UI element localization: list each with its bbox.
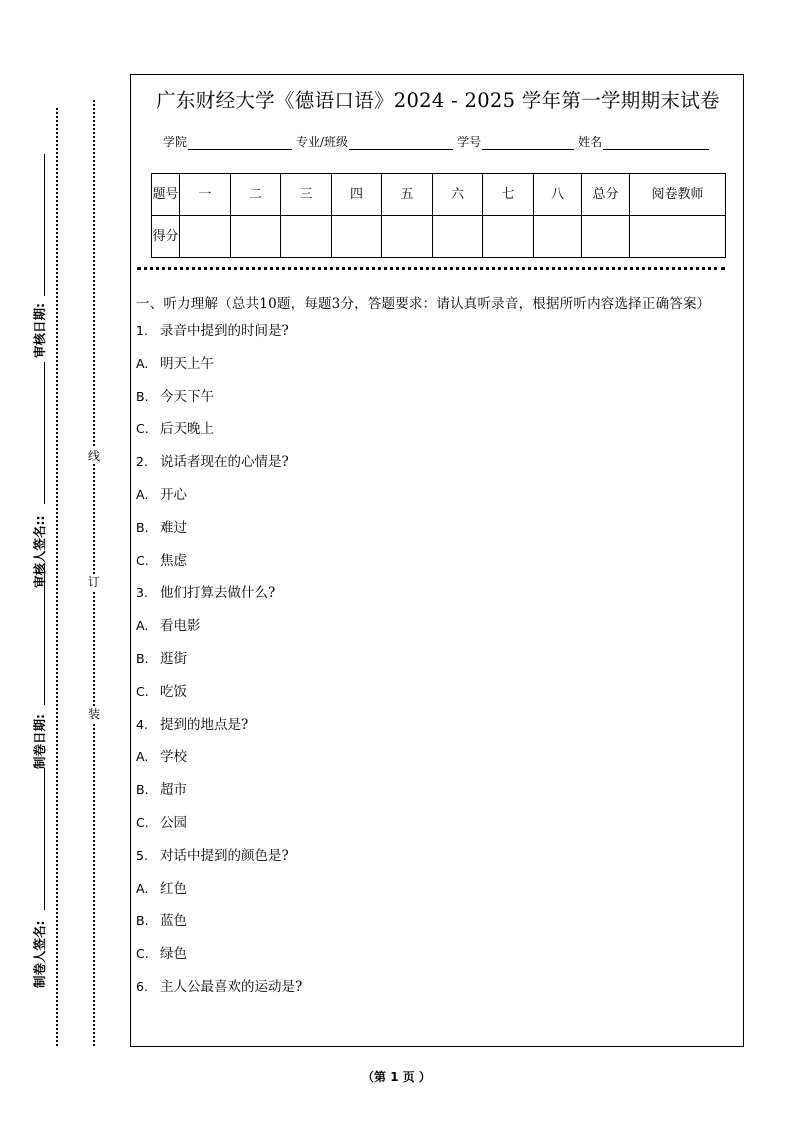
answer-option[interactable] [136,909,736,942]
exam-title: 广东财经大学《德语口语》2024 - 2025 学年第一学期期末试卷 [156,89,720,112]
major-class-label: 专业/班级 [296,135,349,149]
option-text: 绿色 [160,946,187,963]
review-date-line [44,154,45,296]
score-cell[interactable] [433,216,483,258]
table-header-cell: 五 [382,174,433,216]
question-number: 1. [136,323,148,338]
bind-char-line: 线 [88,449,101,463]
table-header-cell: 一 [180,174,231,216]
score-cell[interactable] [332,216,382,258]
answer-option[interactable] [136,614,736,647]
table-header-cell: 七 [483,174,534,216]
option-text: 红色 [160,880,187,897]
option-letter: C. [136,683,149,699]
score-row-header: 得分 [152,216,180,258]
college-label: 学院 [163,135,188,149]
option-text: 看电影 [160,618,201,635]
question-text: 对话中提到的颜色是? [160,847,289,864]
option-text: 逛街 [160,650,187,667]
option-letter: C. [136,814,149,830]
table-header-cell: 八 [534,174,582,216]
section-heading: 一、听力理解（总共10题，每题3分，答题要求：请认真听录音，根据所听内容选择正确答案） [136,296,711,312]
question-item [136,844,736,877]
option-text: 吃饭 [160,683,187,700]
option-letter: A. [136,749,149,765]
score-cell[interactable] [534,216,582,258]
question-text: 他们打算去做什么? [160,585,276,602]
question-number: 4. [136,716,148,732]
option-letter: A. [136,618,149,634]
option-text: 难过 [160,519,187,536]
answer-option[interactable] [136,385,736,418]
score-cell[interactable] [483,216,534,258]
option-text: 超市 [160,782,187,799]
question-number: 2. [136,454,148,470]
bind-char-bind: 装 [88,707,101,721]
question-item [136,581,736,614]
option-letter: B. [136,650,149,666]
question-text: 录音中提到的时间是? [160,323,289,339]
question-number-header: 题号 [152,174,180,216]
answer-option[interactable] [136,680,736,713]
option-text: 学校 [160,749,187,766]
answer-option[interactable] [136,549,736,582]
review-date-label: 审核日期: [32,303,47,358]
score-cell[interactable] [180,216,231,258]
option-text: 今天下午 [160,388,214,405]
table-header-cell: 三 [281,174,332,216]
question-text: 主人公最喜欢的运动是? [160,978,303,995]
name-field[interactable] [603,137,709,150]
option-letter: A. [136,880,149,896]
option-letter: C. [136,421,149,437]
answer-option[interactable] [136,811,736,844]
score-table [151,173,726,258]
question-area [136,293,736,1008]
reviewer-signature-line [44,362,45,504]
answer-option[interactable] [136,647,736,680]
table-header-cell: 六 [433,174,483,216]
option-text: 蓝色 [160,913,187,930]
option-text: 焦虑 [160,552,187,569]
student-id-field[interactable] [482,137,574,150]
total-score-header: 总分 [582,174,630,216]
compiler-signature-line [44,768,45,910]
question-number: 5. [136,847,148,863]
option-text: 开心 [160,486,187,503]
answer-option[interactable] [136,745,736,778]
student-id-label: 学号 [457,135,482,149]
answer-option[interactable] [136,778,736,811]
option-letter: B. [136,388,149,404]
question-number: 6. [136,978,148,994]
score-cell[interactable] [231,216,281,258]
page-number: （第 1 页 ） [362,1070,431,1084]
option-letter: B. [136,519,149,535]
major-class-field[interactable] [349,137,453,150]
question-item [136,450,736,483]
option-letter: B. [136,782,149,798]
question-text: 提到的地点是? [160,716,249,733]
option-text: 明天上午 [160,355,214,372]
bind-char-order: 订 [88,575,101,589]
question-item [136,319,736,352]
compile-date-label: 制卷日期: [32,714,47,769]
score-cell[interactable] [382,216,433,258]
option-letter: A. [136,355,149,371]
exam-frame [130,74,744,1047]
answer-option[interactable] [136,942,736,975]
table-header-cell: 二 [231,174,281,216]
option-letter: A. [136,486,149,502]
answer-option[interactable] [136,417,736,450]
answer-option[interactable] [136,352,736,385]
binding-dotted-line-inner [93,100,95,1046]
answer-option[interactable] [136,877,736,910]
option-letter: C. [136,946,149,962]
answer-option[interactable] [136,516,736,549]
name-label: 姓名 [578,135,603,149]
score-cell[interactable] [281,216,332,258]
option-letter: B. [136,913,149,929]
question-text: 说话者现在的心情是? [160,454,289,471]
section-separator [137,267,725,270]
table-header-cell: 四 [332,174,382,216]
question-item [136,975,736,1008]
question-number: 3. [136,585,148,601]
answer-option[interactable] [136,483,736,516]
college-field[interactable] [188,137,292,150]
student-info-row [163,133,713,150]
option-text: 后天晚上 [160,421,214,438]
option-text: 公园 [160,814,187,831]
grader-cell[interactable] [630,216,726,258]
question-item [136,713,736,746]
compiler-signature-label: 制卷人签名: [32,920,47,988]
reviewer-signature-label: 审核人签名:: [32,515,47,588]
total-score-cell[interactable] [582,216,630,258]
grader-header: 阅卷教师 [630,174,726,216]
binding-dotted-line-outer [56,108,58,1046]
option-letter: C. [136,552,149,568]
